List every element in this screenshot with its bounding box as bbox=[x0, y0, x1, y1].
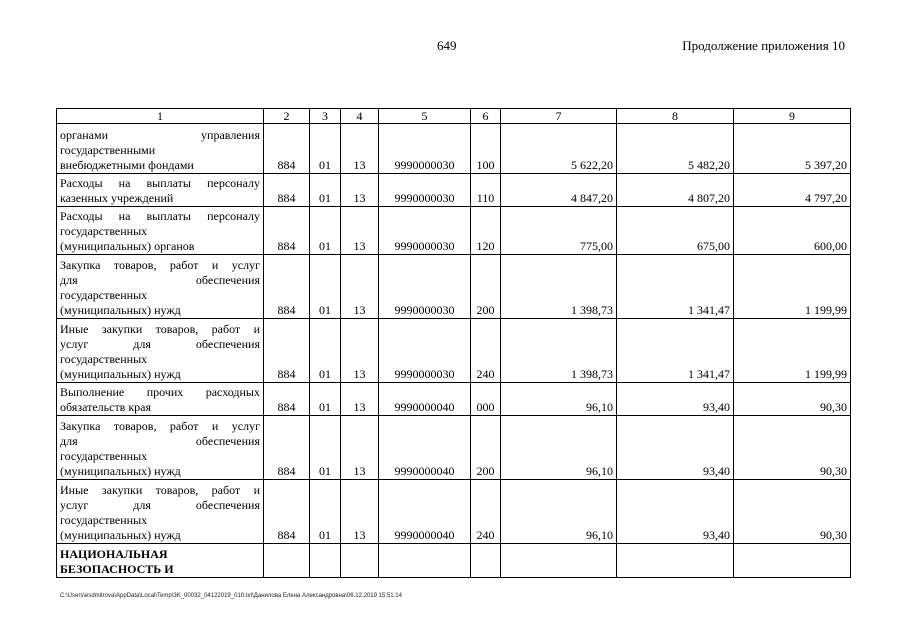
expense-name-cell: Расходы на выплаты персоналу казенных учреждений bbox=[57, 174, 264, 207]
section-code-cell: 01 bbox=[310, 124, 341, 174]
amount-cell: 675,00 bbox=[617, 207, 734, 255]
amount-cell: 1 199,99 bbox=[734, 319, 851, 383]
subsection-code-cell: 13 bbox=[341, 124, 379, 174]
section-code-cell: 01 bbox=[310, 319, 341, 383]
amount-cell: 775,00 bbox=[501, 207, 617, 255]
table-row bbox=[57, 319, 851, 383]
amount-cell: 5 622,20 bbox=[501, 124, 617, 174]
expense-name-cell: НАЦИОНАЛЬНАЯ БЕЗОПАСНОСТЬ И bbox=[57, 544, 264, 578]
ministry-code-cell: 884 bbox=[264, 480, 310, 544]
expense-type-cell: 200 bbox=[471, 255, 501, 319]
amount-cell: 5 397,20 bbox=[734, 124, 851, 174]
table-header-row bbox=[57, 109, 851, 124]
expense-type-cell: 120 bbox=[471, 207, 501, 255]
column-header: 4 bbox=[341, 109, 379, 124]
section-code-cell: 01 bbox=[310, 416, 341, 480]
section-code-cell bbox=[310, 544, 341, 578]
expense-name-cell: Выполнение прочих расходных обязательств края bbox=[57, 383, 264, 416]
ministry-code-cell: 884 bbox=[264, 124, 310, 174]
column-header: 3 bbox=[310, 109, 341, 124]
amount-cell: 93,40 bbox=[617, 480, 734, 544]
expense-name-cell: Закупка товаров, работ и услуг для обеспечения государственных (муниципальных) нужд bbox=[57, 255, 264, 319]
subsection-code-cell: 13 bbox=[341, 255, 379, 319]
ministry-code-cell: 884 bbox=[264, 416, 310, 480]
amount-cell: 96,10 bbox=[501, 416, 617, 480]
section-code-cell: 01 bbox=[310, 255, 341, 319]
table-row bbox=[57, 416, 851, 480]
table-row bbox=[57, 124, 851, 174]
expense-type-cell bbox=[471, 544, 501, 578]
column-header: 5 bbox=[379, 109, 471, 124]
ministry-code-cell: 884 bbox=[264, 255, 310, 319]
section-code-cell: 01 bbox=[310, 174, 341, 207]
page-number: 649 bbox=[437, 38, 457, 53]
ministry-code-cell: 884 bbox=[264, 174, 310, 207]
amount-cell bbox=[501, 544, 617, 578]
expense-name-cell: Закупка товаров, работ и услуг для обеспечения государственных (муниципальных) нужд bbox=[57, 416, 264, 480]
target-article-cell: 9990000030 bbox=[379, 207, 471, 255]
column-header: 8 bbox=[617, 109, 734, 124]
amount-cell: 93,40 bbox=[617, 383, 734, 416]
expense-type-cell: 240 bbox=[471, 480, 501, 544]
target-article-cell: 9990000030 bbox=[379, 255, 471, 319]
amount-cell: 96,10 bbox=[501, 383, 617, 416]
amount-cell bbox=[734, 544, 851, 578]
amount-cell: 96,10 bbox=[501, 480, 617, 544]
amount-cell: 600,00 bbox=[734, 207, 851, 255]
amount-cell: 5 482,20 bbox=[617, 124, 734, 174]
target-article-cell: 9990000030 bbox=[379, 319, 471, 383]
column-header: 1 bbox=[57, 109, 264, 124]
amount-cell: 90,30 bbox=[734, 416, 851, 480]
table-row bbox=[57, 207, 851, 255]
column-header: 6 bbox=[471, 109, 501, 124]
amount-cell: 1 398,73 bbox=[501, 319, 617, 383]
budget-table bbox=[56, 108, 851, 578]
expense-name-cell: Расходы на выплаты персоналу государственных (муниципальных) органов bbox=[57, 207, 264, 255]
target-article-cell: 9990000040 bbox=[379, 416, 471, 480]
amount-cell: 93,40 bbox=[617, 416, 734, 480]
column-header: 7 bbox=[501, 109, 617, 124]
target-article-cell: 9990000030 bbox=[379, 124, 471, 174]
subsection-code-cell: 13 bbox=[341, 416, 379, 480]
table-row bbox=[57, 255, 851, 319]
section-code-cell: 01 bbox=[310, 383, 341, 416]
table-row bbox=[57, 480, 851, 544]
amount-cell: 4 847,20 bbox=[501, 174, 617, 207]
expense-type-cell: 240 bbox=[471, 319, 501, 383]
table-row bbox=[57, 383, 851, 416]
expense-name-cell: Иные закупки товаров, работ и услуг для обеспечения государственных (муниципальных) нужд bbox=[57, 319, 264, 383]
file-path-footer: C:\Users\esdmitrova\AppData\Local\Temp\3K_00032_04122019_010.txt\Данилова Елена Александровна\06.12.2019 15:51:14 bbox=[60, 593, 402, 599]
amount-cell: 1 341,47 bbox=[617, 319, 734, 383]
amount-cell: 90,30 bbox=[734, 480, 851, 544]
amount-cell: 1 398,73 bbox=[501, 255, 617, 319]
column-header: 9 bbox=[734, 109, 851, 124]
section-code-cell: 01 bbox=[310, 480, 341, 544]
expense-type-cell: 200 bbox=[471, 416, 501, 480]
target-article-cell: 9990000040 bbox=[379, 480, 471, 544]
ministry-code-cell: 884 bbox=[264, 383, 310, 416]
amount-cell: 4 807,20 bbox=[617, 174, 734, 207]
subsection-code-cell: 13 bbox=[341, 174, 379, 207]
amount-cell bbox=[617, 544, 734, 578]
amount-cell: 4 797,20 bbox=[734, 174, 851, 207]
column-header: 2 bbox=[264, 109, 310, 124]
subsection-code-cell: 13 bbox=[341, 207, 379, 255]
target-article-cell: 9990000030 bbox=[379, 174, 471, 207]
expense-name-cell: органами управления государственными внебюджетными фондами bbox=[57, 124, 264, 174]
subsection-code-cell: 13 bbox=[341, 319, 379, 383]
target-article-cell: 9990000040 bbox=[379, 383, 471, 416]
ministry-code-cell: 884 bbox=[264, 207, 310, 255]
expense-type-cell: 110 bbox=[471, 174, 501, 207]
ministry-code-cell bbox=[264, 544, 310, 578]
section-code-cell: 01 bbox=[310, 207, 341, 255]
expense-type-cell: 000 bbox=[471, 383, 501, 416]
expense-name-cell: Иные закупки товаров, работ и услуг для обеспечения государственных (муниципальных) нужд bbox=[57, 480, 264, 544]
table-row bbox=[57, 544, 851, 578]
expense-type-cell: 100 bbox=[471, 124, 501, 174]
subsection-code-cell: 13 bbox=[341, 480, 379, 544]
subsection-code-cell: 13 bbox=[341, 383, 379, 416]
subsection-code-cell bbox=[341, 544, 379, 578]
amount-cell: 90,30 bbox=[734, 383, 851, 416]
table-row bbox=[57, 174, 851, 207]
target-article-cell bbox=[379, 544, 471, 578]
ministry-code-cell: 884 bbox=[264, 319, 310, 383]
amount-cell: 1 341,47 bbox=[617, 255, 734, 319]
appendix-continuation-title: Продолжение приложения 10 bbox=[682, 38, 845, 53]
amount-cell: 1 199,99 bbox=[734, 255, 851, 319]
